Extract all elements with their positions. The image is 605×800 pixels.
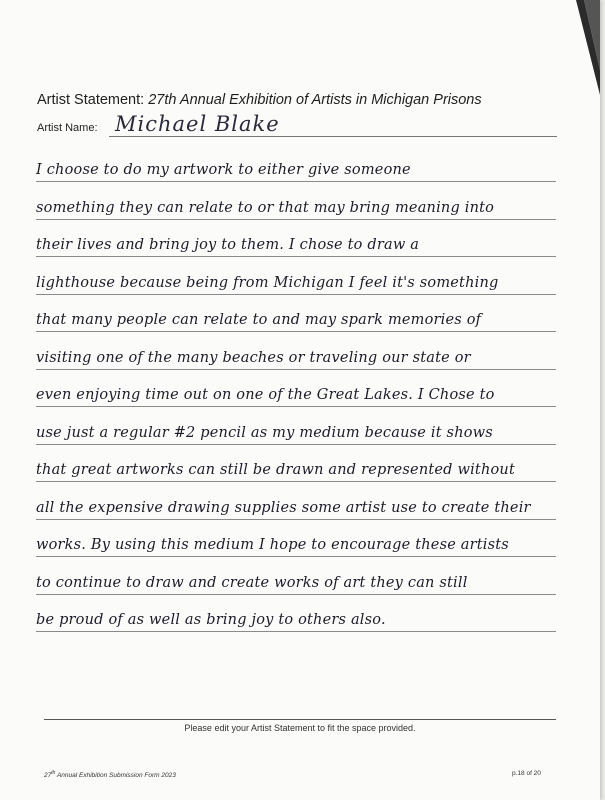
statement-line (36, 488, 556, 520)
statement-line (36, 150, 556, 182)
statement-line (36, 600, 556, 632)
statement-line-text: use just a regular #2 pencil as my medium because it shows (36, 424, 493, 441)
statement-line-text: I choose to do my artwork to either give someone (36, 162, 411, 178)
artist-name-label: Artist Name: (37, 122, 98, 134)
statement-line-text: be proud of as well as bring joy to others also. (36, 612, 386, 628)
statement-lines (36, 150, 556, 670)
statement-line (36, 450, 556, 482)
statement-line-text: to continue to draw and create works of art they can still (36, 574, 468, 591)
statement-line (36, 188, 556, 220)
statement-line (36, 563, 556, 595)
statement-line-text: that many people can relate to and may spark memories of (36, 312, 482, 328)
statement-line-text: all the expensive drawing supplies some artist use to create their (36, 499, 531, 516)
statement-line-text: even enjoying time out on one of the Great Lakes. I Chose to (36, 387, 495, 403)
pen-tip-image (570, 0, 600, 100)
statement-line (36, 525, 556, 557)
artist-name-handwritten: Michael Blake (115, 112, 280, 136)
footer-number: 27 (44, 772, 52, 780)
statement-line (36, 225, 556, 257)
statement-line-text: lighthouse because being from Michigan I feel it's something (36, 274, 499, 291)
statement-line-text: visiting one of the many beaches or traveling our state or (36, 349, 471, 366)
divider-line (44, 719, 556, 720)
footer-form-name: Annual Exhibition Submission Form 2023 (55, 772, 176, 780)
artist-name-underline (109, 136, 557, 137)
statement-line-text: something they can relate to or that may bring meaning into (36, 199, 495, 216)
statement-line (36, 375, 556, 407)
statement-line (36, 338, 556, 370)
title-exhibition: 27th Annual Exhibition of Artists in Michigan Prisons (148, 92, 482, 108)
footer-page-number: p.18 of 20 (512, 770, 541, 777)
title-prefix: Artist Statement: (37, 92, 149, 108)
artist-name-row (37, 112, 557, 138)
footer-form-title (44, 770, 176, 779)
statement-line (36, 300, 556, 332)
page-title (37, 92, 567, 108)
statement-line (36, 263, 556, 295)
statement-line-text: their lives and bring joy to them. I chose to draw a (36, 237, 420, 253)
statement-line-text: works. By using this medium I hope to encourage these artists (36, 537, 509, 553)
statement-line-text: that great artworks can still be drawn and represented without (36, 462, 515, 478)
footer-ordinal: th (51, 770, 56, 776)
edit-instruction: Please edit your Artist Statement to fit the space provided. (184, 723, 416, 733)
statement-line (36, 413, 556, 445)
